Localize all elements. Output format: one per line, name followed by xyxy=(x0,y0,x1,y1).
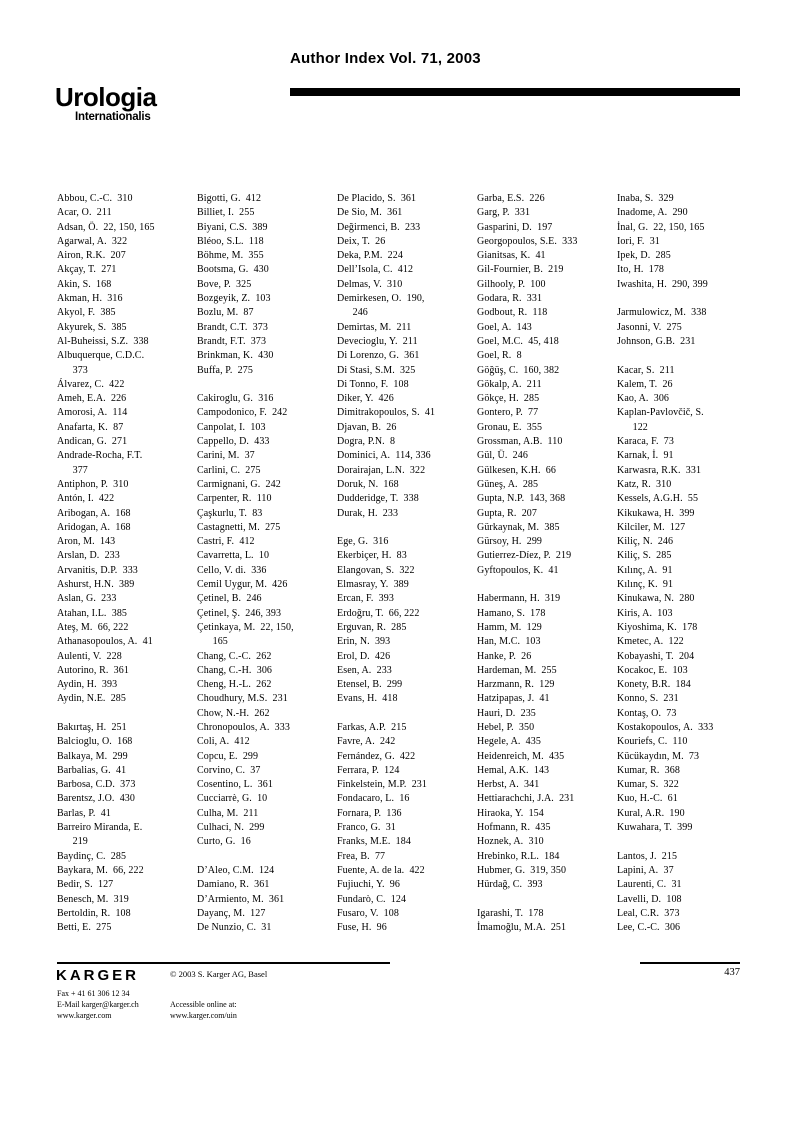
index-entry-line: Kmetec, A. 122 xyxy=(617,636,684,648)
index-entry-line: Gil-Fournier, B. 219 xyxy=(477,264,564,276)
index-entry-line: Fuente, A. de la. 422 xyxy=(337,864,425,876)
page-number: 437 xyxy=(724,967,740,978)
copyright-text: © 2003 S. Karger AG, Basel xyxy=(170,969,268,979)
index-entry-line: Durak, H. 233 xyxy=(337,507,399,519)
index-entry-line: Barbalias, G. 41 xyxy=(57,764,127,776)
journal-logo xyxy=(55,84,156,124)
index-entry-line: Ferrara, P. 124 xyxy=(337,764,400,776)
index-entry-line: Bootsma, G. 430 xyxy=(197,264,269,276)
index-entry-line: Castri, F. 412 xyxy=(197,536,255,548)
index-entry-line: Akçay, T. 271 xyxy=(57,264,117,276)
index-entry-line: Kocakoc, E. 103 xyxy=(617,664,688,676)
index-entry-line: Dayanç, M. 127 xyxy=(197,907,266,919)
index-entry-line: Dell’Isola, C. 412 xyxy=(337,264,414,276)
index-entry-line: Andican, G. 271 xyxy=(57,436,128,448)
index-entry-line: Hemal, A.K. 143 xyxy=(477,764,550,776)
index-entry-line: Çaşkurlu, T. 83 xyxy=(197,507,263,519)
index-entry-line: Hauri, D. 235 xyxy=(477,707,536,719)
index-entry-line: Devecioglu, Y. 211 xyxy=(337,335,418,347)
index-entry-line: 246 xyxy=(337,307,368,319)
index-entry-line: Hanke, P. 26 xyxy=(477,650,532,662)
index-entry-line: Akyurek, S. 385 xyxy=(57,321,127,333)
index-entry-line: Böhme, M. 355 xyxy=(197,250,264,262)
index-entry-line: Bozgeyik, Z. 103 xyxy=(197,293,271,305)
index-entry-line: Hiraoka, Y. 154 xyxy=(477,807,544,819)
index-entry-line: Fusaro, V. 108 xyxy=(337,907,399,919)
index-entry-line: Cavarretta, L. 10 xyxy=(197,550,270,562)
index-entry-line: Adsan, Ö. 22, 150, 165 xyxy=(57,221,155,233)
index-entry-line: Kacar, S. 211 xyxy=(617,364,675,376)
index-entry-line: Kılınç, K. 91 xyxy=(617,579,674,591)
index-entry-line: Bozlu, M. 87 xyxy=(197,307,254,319)
journal-logo-name: Urologia xyxy=(55,82,157,112)
index-entry-line: Cakiroglu, G. 316 xyxy=(197,393,274,405)
index-entry-line: Airon, R.K. 207 xyxy=(57,250,126,262)
index-entry-line: Kikukawa, H. 399 xyxy=(617,507,695,519)
index-entry-line: Igarashi, T. 178 xyxy=(477,907,544,919)
index-entry-line: Garg, P. 331 xyxy=(477,207,531,219)
index-column xyxy=(337,192,465,935)
website-line: www.karger.com xyxy=(57,1011,112,1020)
index-entry-line: Goel, M.C. 45, 418 xyxy=(477,335,559,347)
index-entry-line: Ercan, F. 393 xyxy=(337,593,394,605)
title-rule xyxy=(290,88,740,96)
index-entry-line: Akyol, F. 385 xyxy=(57,307,116,319)
index-entry-line: Di Stasi, S.M. 325 xyxy=(337,364,416,376)
index-entry-line: Ateş, M. 66, 222 xyxy=(57,621,129,633)
index-entry-line: Akman, H. 316 xyxy=(57,293,123,305)
index-entry-line: Inaba, S. 329 xyxy=(617,193,674,204)
index-entry-line: Baydinç, C. 285 xyxy=(57,850,127,862)
index-entry-line: Hebel, P. 350 xyxy=(477,721,535,733)
index-entry-line: Lapini, A. 37 xyxy=(617,864,674,876)
index-letter-group xyxy=(337,721,465,935)
index-entry-line: Kinukawa, N. 280 xyxy=(617,593,695,605)
index-entry-line: Dudderidge, T. 338 xyxy=(337,493,419,505)
index-entry-line: Leal, C.R. 373 xyxy=(617,907,680,919)
index-entry-line: Di Tonno, F. 108 xyxy=(337,378,409,390)
index-entry-line: Grossman, A.B. 110 xyxy=(477,436,563,448)
index-entry-line: Çetinkaya, M. 22, 150, xyxy=(197,621,294,633)
index-entry-line: Baykara, M. 66, 222 xyxy=(57,864,144,876)
index-entry-line: Bléoo, S.L. 118 xyxy=(197,235,264,247)
index-letter-group xyxy=(617,306,745,349)
index-entry-line: Kouriefs, C. 110 xyxy=(617,736,688,748)
index-entry-line: Cucciarrè, G. 10 xyxy=(197,793,268,805)
index-entry-line: Göğüş, C. 160, 382 xyxy=(477,364,560,376)
index-letter-group xyxy=(197,392,325,850)
index-entry-line: Güneş, A. 285 xyxy=(477,478,539,490)
index-entry-line: Gilhooly, P. 100 xyxy=(477,278,546,290)
index-letter-group xyxy=(197,864,325,935)
index-entry-line: Konety, B.R. 184 xyxy=(617,679,691,691)
index-entry-line: Etensel, B. 299 xyxy=(337,679,403,691)
index-entry-line: Farkas, A.P. 215 xyxy=(337,721,407,733)
page-title: Author Index Vol. 71, 2003 xyxy=(290,50,481,67)
index-entry-line: Cheng, H.-L. 262 xyxy=(197,679,272,691)
index-entry-line: Atahan, I.L. 385 xyxy=(57,607,128,619)
index-entry-line: Benesch, M. 319 xyxy=(57,893,129,905)
index-entry-line: Ashurst, H.N. 389 xyxy=(57,579,135,591)
index-entry-line: Amorosi, A. 114 xyxy=(57,407,128,419)
online-access-url: www.karger.com/uin xyxy=(170,1011,237,1020)
index-entry-line: Favre, A. 242 xyxy=(337,736,396,748)
index-entry-line: Brandt, C.T. 373 xyxy=(197,321,268,333)
index-entry-line: Damiano, R. 361 xyxy=(197,879,270,891)
index-entry-line: Gyftopoulos, K. 41 xyxy=(477,564,559,576)
index-entry-line: Curto, G. 16 xyxy=(197,836,251,848)
index-column xyxy=(57,192,185,935)
index-entry-line: Autorino, R. 361 xyxy=(57,664,129,676)
index-entry-line: Konno, S. 231 xyxy=(617,693,679,705)
index-entry-line: Culhaci, N. 299 xyxy=(197,822,265,834)
index-entry-line: Bakırtaş, H. 251 xyxy=(57,721,127,733)
index-entry-line: Ege, G. 316 xyxy=(337,536,389,548)
index-entry-line: De Sio, M. 361 xyxy=(337,207,403,219)
index-entry-line: Akin, S. 168 xyxy=(57,278,112,290)
index-entry-line: Acar, O. 211 xyxy=(57,207,112,219)
index-entry-line: Gasparini, D. 197 xyxy=(477,221,553,233)
index-entry-line: D’Armiento, M. 361 xyxy=(197,893,285,905)
index-entry-line: Hardeman, M. 255 xyxy=(477,664,557,676)
index-entry-line: Fujiuchi, Y. 96 xyxy=(337,879,400,891)
index-entry-line: Demirkesen, O. 190, xyxy=(337,293,425,305)
index-entry-line: Kao, A. 306 xyxy=(617,393,670,405)
index-entry-line: Gülkesen, K.H. 66 xyxy=(477,464,557,476)
index-entry-line: Franco, G. 31 xyxy=(337,822,396,834)
index-letter-group xyxy=(197,192,325,378)
index-entry-line: Karwasra, R.K. 331 xyxy=(617,464,702,476)
index-entry-line: Cosentino, L. 361 xyxy=(197,779,273,791)
index-entry-line: Goel, R. 8 xyxy=(477,350,522,362)
index-entry-line: Kilciler, M. 127 xyxy=(617,521,686,533)
index-entry-line: Coli, A. 412 xyxy=(197,736,250,748)
index-entry-line: Gürsoy, H. 299 xyxy=(477,536,543,548)
index-entry-line: Harzmann, R. 129 xyxy=(477,679,555,691)
index-entry-line: Brandt, F.T. 373 xyxy=(197,335,267,347)
index-entry-line: Hatzipapas, J. 41 xyxy=(477,693,550,705)
index-entry-line: Chang, C.-C. 262 xyxy=(197,650,272,662)
index-entry-line: Arvanitis, D.P. 333 xyxy=(57,564,138,576)
journal-logo-subname: Internationalis xyxy=(75,111,151,123)
index-entry-line: Frea, B. 77 xyxy=(337,850,386,862)
index-entry-line: Ekerbiçer, H. 83 xyxy=(337,550,407,562)
index-entry-line: Carpenter, R. 110 xyxy=(197,493,272,505)
index-entry-line: Lantos, J. 215 xyxy=(617,850,678,862)
index-entry-line: Godara, R. 331 xyxy=(477,293,543,305)
index-entry-line: Delmas, V. 310 xyxy=(337,278,403,290)
index-entry-line: Esen, A. 233 xyxy=(337,664,392,676)
index-entry-line: Aridogan, A. 168 xyxy=(57,521,131,533)
index-entry-line: Ameh, E.A. 226 xyxy=(57,393,127,405)
index-entry-line: Doruk, N. 168 xyxy=(337,478,399,490)
index-letter-group xyxy=(57,721,185,935)
index-entry-line: Bigotti, G. 412 xyxy=(197,193,262,204)
index-entry-line: Chow, N.-H. 262 xyxy=(197,707,270,719)
index-entry-line: Bertoldin, R. 108 xyxy=(57,907,131,919)
footer-rule-left xyxy=(57,962,390,964)
index-entry-line: Karaca, F. 73 xyxy=(617,436,674,448)
index-entry-line: Lavelli, D. 108 xyxy=(617,893,682,905)
index-entry-line: Athanasopoulos, A. 41 xyxy=(57,636,153,648)
index-entry-line: Kiyoshima, K. 178 xyxy=(617,621,698,633)
index-entry-line: Kiliç, S. 285 xyxy=(617,550,672,562)
index-entry-line: Barlas, P. 41 xyxy=(57,807,111,819)
index-entry-line: Elmasray, Y. 389 xyxy=(337,579,409,591)
index-entry-line: Fornara, P. 136 xyxy=(337,807,402,819)
index-entry-line: Finkelstein, M.P. 231 xyxy=(337,779,427,791)
index-entry-line: Gökçe, H. 285 xyxy=(477,393,540,405)
index-entry-line: Aron, M. 143 xyxy=(57,536,116,548)
publisher-contact-block xyxy=(57,988,139,1021)
index-entry-line: Elangovan, S. 322 xyxy=(337,564,415,576)
index-entry-line: Iori, F. 31 xyxy=(617,235,660,247)
index-entry-line: Gupta, N.P. 143, 368 xyxy=(477,493,566,505)
index-entry-line: Kumar, R. 368 xyxy=(617,764,680,776)
index-entry-line: Hettiarachchi, J.A. 231 xyxy=(477,793,575,805)
index-entry-line: İmamoğlu, M.A. 251 xyxy=(477,922,567,934)
index-entry-line: 373 xyxy=(57,364,88,376)
index-entry-line: Anafarta, K. 87 xyxy=(57,421,124,433)
index-column xyxy=(197,192,325,935)
index-entry-line: Erol, D. 426 xyxy=(337,650,391,662)
index-entry-line: Billiet, I. 255 xyxy=(197,207,255,219)
index-letter-group xyxy=(477,592,605,892)
index-letter-group xyxy=(477,192,605,578)
index-entry-line: Johnson, G.B. 231 xyxy=(617,335,696,347)
index-entry-line: Deka, P.M. 224 xyxy=(337,250,403,262)
index-entry-line: Aulenti, V. 228 xyxy=(57,650,122,662)
footer-rule-right xyxy=(640,962,740,964)
index-entry-line: Aslan, G. 233 xyxy=(57,593,117,605)
index-entry-line: Inadome, A. 290 xyxy=(617,207,688,219)
email-line: E-Mail karger@karger.ch xyxy=(57,1000,139,1009)
index-entry-line: Copcu, E. 299 xyxy=(197,750,259,762)
index-entry-line: Iwashita, H. 290, 399 xyxy=(617,278,708,290)
index-entry-line: Hamano, S. 178 xyxy=(477,607,546,619)
index-entry-line: Hubmer, G. 319, 350 xyxy=(477,864,567,876)
index-letter-group xyxy=(617,364,745,836)
index-entry-line: Jasonni, V. 275 xyxy=(617,321,682,333)
index-entry-line: Kuwahara, T. 399 xyxy=(617,822,693,834)
author-index-columns xyxy=(57,192,745,935)
index-entry-line: Diker, Y. 426 xyxy=(337,393,394,405)
index-entry-line: 377 xyxy=(57,464,88,476)
index-entry-line: Gökalp, A. 211 xyxy=(477,378,542,390)
index-entry-line: Andrade-Rocha, F.T. xyxy=(57,450,143,462)
index-entry-line: Campodonico, F. 242 xyxy=(197,407,288,419)
index-entry-line: Bove, P. 325 xyxy=(197,278,252,290)
index-entry-line: Godbout, R. 118 xyxy=(477,307,548,319)
index-entry-line: Castagnetti, M. 275 xyxy=(197,521,281,533)
index-letter-group xyxy=(337,535,465,707)
index-entry-line: Hoznek, A. 310 xyxy=(477,836,544,848)
index-entry-line: Biyani, C.S. 389 xyxy=(197,221,268,233)
index-entry-line: De Placido, S. 361 xyxy=(337,193,417,204)
index-entry-line: Abbou, C.-C. 310 xyxy=(57,193,133,204)
index-entry-line: Aydin, N.E. 285 xyxy=(57,693,127,705)
index-column xyxy=(477,192,605,935)
index-entry-line: Gutierrez-Díez, P. 219 xyxy=(477,550,572,562)
index-entry-line: Ito, H. 178 xyxy=(617,264,665,276)
fax-line: Fax + 41 61 306 12 34 xyxy=(57,989,130,998)
index-entry-line: Corvino, C. 37 xyxy=(197,764,261,776)
index-entry-line: Gupta, R. 207 xyxy=(477,507,538,519)
index-entry-line: Di Lorenzo, G. 361 xyxy=(337,350,420,362)
index-entry-line: Hürdağ, C. 393 xyxy=(477,879,543,891)
index-entry-line: Dimitrakopoulos, S. 41 xyxy=(337,407,436,419)
online-access-block xyxy=(170,999,237,1021)
index-entry-line: Karnak, İ. 91 xyxy=(617,450,674,462)
index-entry-line: Antón, I. 422 xyxy=(57,493,115,505)
index-column xyxy=(617,192,745,935)
index-entry-line: Laurenti, C. 31 xyxy=(617,879,682,891)
index-entry-line: Albuquerque, C.D.C. xyxy=(57,350,145,362)
index-letter-group xyxy=(477,907,605,936)
index-entry-line: Gronau, E. 355 xyxy=(477,421,543,433)
index-entry-line: Betti, E. 275 xyxy=(57,922,112,934)
index-entry-line: Barentsz, J.O. 430 xyxy=(57,793,135,805)
karger-logo: KARGER xyxy=(56,967,140,984)
index-entry-line: 165 xyxy=(197,636,228,648)
index-entry-line: Kaplan-Pavlovčič, S. xyxy=(617,407,704,419)
index-entry-line: Deix, T. 26 xyxy=(337,235,386,247)
index-letter-group xyxy=(57,192,185,707)
index-entry-line: D’Aleo, C.M. 124 xyxy=(197,864,275,876)
index-entry-line: 219 xyxy=(57,836,88,848)
index-entry-line: Al-Buheissi, S.Z. 338 xyxy=(57,335,149,347)
index-entry-line: Agarwal, A. 322 xyxy=(57,235,128,247)
index-entry-line: Kücükaydın, M. 73 xyxy=(617,750,700,762)
index-entry-line: Han, M.C. 103 xyxy=(477,636,541,648)
index-entry-line: Kılınç, A. 91 xyxy=(617,564,673,576)
index-entry-line: Evans, H. 418 xyxy=(337,693,398,705)
index-entry-line: Fernández, G. 422 xyxy=(337,750,416,762)
index-entry-line: Gül, Ü. 246 xyxy=(477,450,528,462)
index-entry-line: Erin, N. 393 xyxy=(337,636,391,648)
index-entry-line: Fondacaro, L. 16 xyxy=(337,793,410,805)
index-entry-line: Barbosa, C.D. 373 xyxy=(57,779,136,791)
index-letter-group xyxy=(337,192,465,521)
index-entry-line: Erdoğru, T. 66, 222 xyxy=(337,607,420,619)
index-entry-line: Ipek, D. 285 xyxy=(617,250,671,262)
index-entry-line: Kontaş, O. 73 xyxy=(617,707,677,719)
index-entry-line: Chang, C.-H. 306 xyxy=(197,664,273,676)
index-entry-line: Goel, A. 143 xyxy=(477,321,532,333)
index-entry-line: Barreiro Miranda, E. xyxy=(57,822,143,834)
index-entry-line: Kostakopoulos, A. 333 xyxy=(617,721,714,733)
index-entry-line: Katz, R. 310 xyxy=(617,478,672,490)
index-entry-line: Hofmann, R. 435 xyxy=(477,822,551,834)
online-access-label: Accessible online at: xyxy=(170,1000,237,1009)
index-entry-line: Gianitsas, K. 41 xyxy=(477,250,546,262)
index-entry-line: Arslan, D. 233 xyxy=(57,550,120,562)
index-entry-line: Chronopoulos, A. 333 xyxy=(197,721,290,733)
index-entry-line: Álvarez, C. 422 xyxy=(57,378,125,390)
index-letter-group xyxy=(617,850,745,936)
index-entry-line: Dogra, P.N. 8 xyxy=(337,436,396,448)
index-entry-line: Hamm, M. 129 xyxy=(477,621,542,633)
index-entry-line: Choudhury, M.S. 231 xyxy=(197,693,288,705)
index-entry-line: Dorairajan, L.N. 322 xyxy=(337,464,426,476)
index-entry-line: Hrebinko, R.L. 184 xyxy=(477,850,560,862)
index-entry-line: Canpolat, I. 103 xyxy=(197,421,266,433)
index-entry-line: Lee, C.-C. 306 xyxy=(617,922,681,934)
index-entry-line: Heidenreich, M. 435 xyxy=(477,750,565,762)
index-entry-line: Kalem, T. 26 xyxy=(617,378,673,390)
index-entry-line: Carini, M. 37 xyxy=(197,450,255,462)
index-entry-line: Georgopoulos, S.E. 333 xyxy=(477,235,578,247)
index-entry-line: İnal, G. 22, 150, 165 xyxy=(617,221,705,233)
index-entry-line: Kessels, A.G.H. 55 xyxy=(617,493,699,505)
index-entry-line: Carmignani, G. 242 xyxy=(197,478,281,490)
index-entry-line: Çetinel, Ş. 246, 393 xyxy=(197,607,282,619)
index-entry-line: Habermann, H. 319 xyxy=(477,593,561,605)
index-entry-line: Fundarò, C. 124 xyxy=(337,893,407,905)
index-entry-line: Brinkman, K. 430 xyxy=(197,350,274,362)
index-entry-line: Cemil Uygur, M. 426 xyxy=(197,579,288,591)
index-entry-line: Cappello, D. 433 xyxy=(197,436,270,448)
index-entry-line: Hegele, A. 435 xyxy=(477,736,541,748)
index-entry-line: Aribogan, A. 168 xyxy=(57,507,131,519)
index-entry-line: Dominici, A. 114, 336 xyxy=(337,450,431,462)
index-letter-group xyxy=(617,192,745,292)
index-entry-line: Erguvan, R. 285 xyxy=(337,621,407,633)
index-entry-line: Demirtas, M. 211 xyxy=(337,321,412,333)
index-entry-line: Kiliç, N. 246 xyxy=(617,536,674,548)
index-entry-line: Gürkaynak, M. 385 xyxy=(477,521,560,533)
index-entry-line: Carlini, C. 275 xyxy=(197,464,261,476)
index-entry-line: Kobayashi, T. 204 xyxy=(617,650,695,662)
index-entry-line: Franks, M.E. 184 xyxy=(337,836,411,848)
index-entry-line: Garba, E.S. 226 xyxy=(477,193,545,204)
index-entry-line: Herbst, A. 341 xyxy=(477,779,540,791)
index-entry-line: Balkaya, M. 299 xyxy=(57,750,128,762)
index-entry-line: Aydin, H. 393 xyxy=(57,679,118,691)
index-entry-line: De Nunzio, C. 31 xyxy=(197,922,272,934)
index-entry-line: Culha, M. 211 xyxy=(197,807,259,819)
index-entry-line: Buffa, P. 275 xyxy=(197,364,253,376)
index-entry-line: Cello, V. di. 336 xyxy=(197,564,267,576)
index-entry-line: Kural, A.R. 190 xyxy=(617,807,685,819)
index-entry-line: Gontero, P. 77 xyxy=(477,407,539,419)
index-entry-line: Djavan, B. 26 xyxy=(337,421,397,433)
index-entry-line: Kumar, S. 322 xyxy=(617,779,679,791)
index-entry-line: Değirmenci, B. 233 xyxy=(337,221,421,233)
index-entry-line: Kuo, H.-C. 61 xyxy=(617,793,678,805)
index-entry-line: Balcioglu, O. 168 xyxy=(57,736,133,748)
index-entry-line: Bedir, S. 127 xyxy=(57,879,114,891)
index-entry-line: Kiris, A. 103 xyxy=(617,607,673,619)
index-entry-line: Fuse, H. 96 xyxy=(337,922,387,934)
index-entry-line: Çetinel, B. 246 xyxy=(197,593,262,605)
index-entry-line: 122 xyxy=(617,421,648,433)
index-entry-line: Antiphon, P. 310 xyxy=(57,478,129,490)
index-entry-line: Jarmulowicz, M. 338 xyxy=(617,307,707,319)
